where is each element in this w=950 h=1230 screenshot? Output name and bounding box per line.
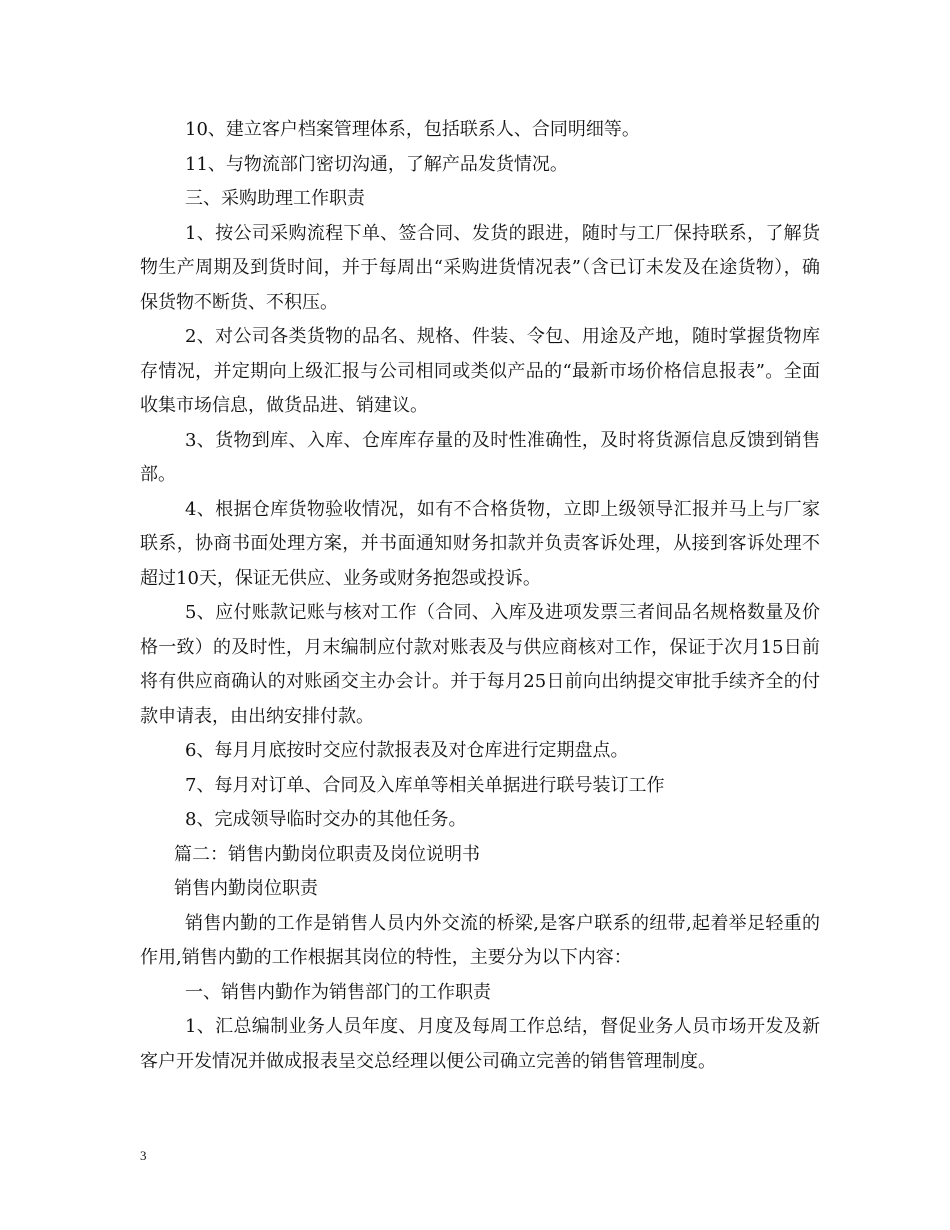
chapter-title-part-two: 篇二：销售内勤岗位职责及岗位说明书 <box>174 843 480 865</box>
paragraph-procurement-4: 4、根据仓库货物验收情况，如有不合格货物，立即上级领导汇报并马上与厂家联系，协商书面处理方案，并书面通知财务扣款并负责客诉处理，从接到客诉处理不超过10天，保证无供应、业务或财务抱怨或投诉。 <box>140 498 820 589</box>
section-heading-procurement-assistant: 三、采购助理工作职责 <box>185 188 365 209</box>
paragraph-procurement-6: 6、每月月底按时交应付款报表及对仓库进行定期盘点。 <box>185 740 629 761</box>
paragraph-sales-1: 1、汇总编制业务人员年度、月度及每周工作总结，督促业务人员市场开发及新客户开发情况并做成报表呈交总经理以便公司确立完善的销售管理制度。 <box>140 1016 820 1072</box>
document-body <box>140 113 820 1079</box>
paragraph-sales-intro: 销售内勤的工作是销售人员内外交流的桥梁,是客户联系的纽带,起着举足轻重的作用,销售内勤的工作根据其岗位的特性，主要分为以下内容： <box>140 912 820 968</box>
paragraph-procurement-1: 1、按公司采购流程下单、签合同、发货的跟进，随时与工厂保持联系，了解货物生产周期及到货时间，并于每周出“采购进货情况表”（含已订未发及在途货物），确保货物不断货、不积压。 <box>140 222 820 313</box>
paragraph-procurement-8: 8、完成领导临时交办的其他任务。 <box>185 809 467 830</box>
paragraph-procurement-7: 7、每月对订单、合同及入库单等相关单据进行联号装订工作 <box>185 774 665 796</box>
subtitle-sales-assistant-duties: 销售内勤岗位职责 <box>174 878 318 899</box>
paragraph-procurement-5: 5、应付账款记账与核对工作（合同、入库及进项发票三者间品名规格数量及价格一致）的及时性，月末编制应付款对账表及与供应商核对工作，保证于次月15日前将有供应商确认的对账函交主办会计。并于每月25日前向出纳提交审批手续齐全的付款申请表，由出纳安排付款。 <box>140 602 820 727</box>
section-heading-sales-department: 一、销售内勤作为销售部门的工作职责 <box>185 981 491 1003</box>
paragraph-procurement-3: 3、货物到库、入库、仓库库存量的及时性准确性，及时将货源信息反馈到销售部。 <box>140 429 820 485</box>
paragraph-item-11: 11、与物流部门密切沟通，了解产品发货情况。 <box>185 153 568 175</box>
paragraph-item-10: 10、建立客户档案管理体系，包括联系人、合同明细等。 <box>185 119 640 140</box>
paragraph-procurement-2: 2、对公司各类货物的品名、规格、件装、令包、用途及产地，随时掌握货物库存情况，并定期向上级汇报与公司相同或类似产品的“最新市场价格信息报表”。全面收集市场信息，做货品进、销建议。 <box>140 326 820 416</box>
page-number: 3 <box>140 1148 147 1163</box>
